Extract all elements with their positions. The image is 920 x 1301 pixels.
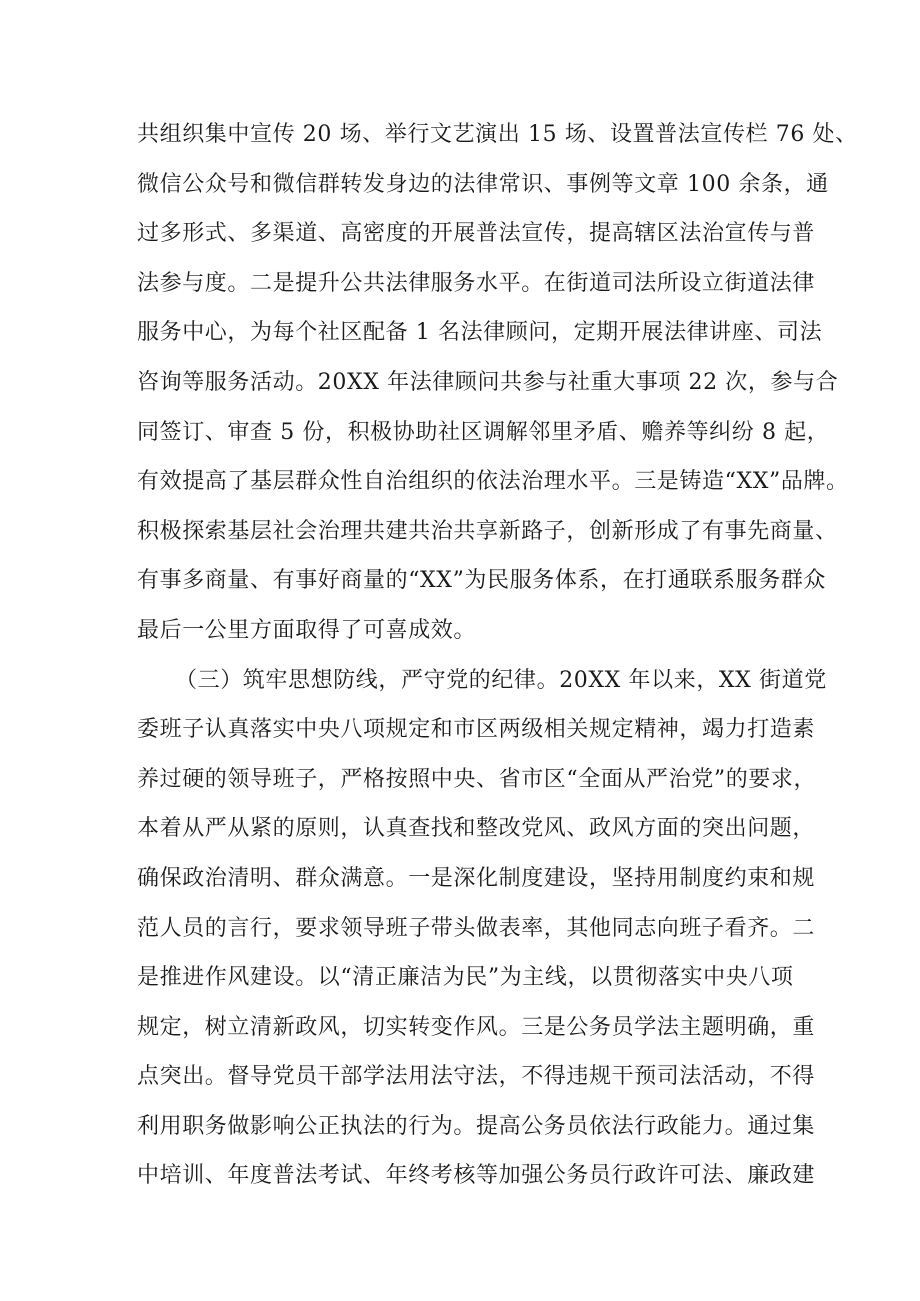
paragraph-public-legal-education [137,110,858,656]
text-line: 点突出。督导党员干部学法用法守法，不得违规干预司法活动，不得 [137,1064,816,1090]
text-line: 养过硬的领导班子，严格按照中央、省市区“全面从严治党”的要求， [137,766,817,792]
text-line: 范人员的言行，要求领导班子带头做表率，其他同志向班子看齐。二 [137,915,816,941]
text-line: 本着从严从紧的原则，认真查找和整改党风、政风方面的突出问题， [137,816,816,842]
text-line: 中培训、年度普法考试、年终考核等加强公务员行政许可法、廉政建 [137,1163,816,1189]
text-line: 利用职务做影响公正执法的行为。提高公务员依法行政能力。通过集 [137,1113,816,1139]
text-line: 法参与度。二是提升公共法律服务水平。在街道司法所设立街道法律 [137,270,816,296]
text-line: 过多形式、多渠道、高密度的开展普法宣传，提高辖区法治宣传与普 [137,221,816,247]
text-line: 是推进作风建设。以“清正廉洁为民”为主线，以贯彻落实中央八项 [137,965,794,991]
text-line: 有效提高了基层群众性自治组织的依法治理水平。三是铸造“XX”品牌。 [137,469,849,495]
text-line: 规定，树立清新政风，切实转变作风。三是公务员学法主题明确，重 [137,1014,816,1040]
text-line: 微信公众号和微信群转发身边的法律常识、事例等文章 100 余条，通 [137,171,829,197]
paragraph-party-discipline [137,656,827,1202]
text-line: 服务中心，为每个社区配备 1 名法律顾问，定期开展法律讲座、司法 [137,320,823,346]
text-line: 共组织集中宣传 20 场、举行文艺演出 15 场、设置普法宣传栏 76 处、 [137,122,858,147]
text-line: 咨询等服务活动。20XX 年法律顾问共参与社重大事项 22 次，参与合 [137,369,839,395]
text-line: 同签订、审查 5 份，积极协助社区调解邻里矛盾、赡养等纠纷 8 起， [137,419,830,445]
text-line: 有事多商量、有事好商量的“XX”为民服务体系，在打通联系服务群众 [137,568,827,594]
text-line: 积极探索基层社会治理共建共治共享新路子，创新形成了有事先商量、 [137,518,838,544]
document-body [137,110,858,1201]
text-line: 最后一公里方面取得了可喜成效。 [137,617,477,643]
paragraph-heading-line: （三）筑牢思想防线，严守党的纪律。20XX 年以来，XX 街道党 [175,667,827,693]
text-line: 确保政治清明、群众满意。一是深化制度建设，坚持用制度约束和规 [137,865,816,891]
text-line: 委班子认真落实中央八项规定和市区两级相关规定精神，竭力打造素 [137,717,816,743]
